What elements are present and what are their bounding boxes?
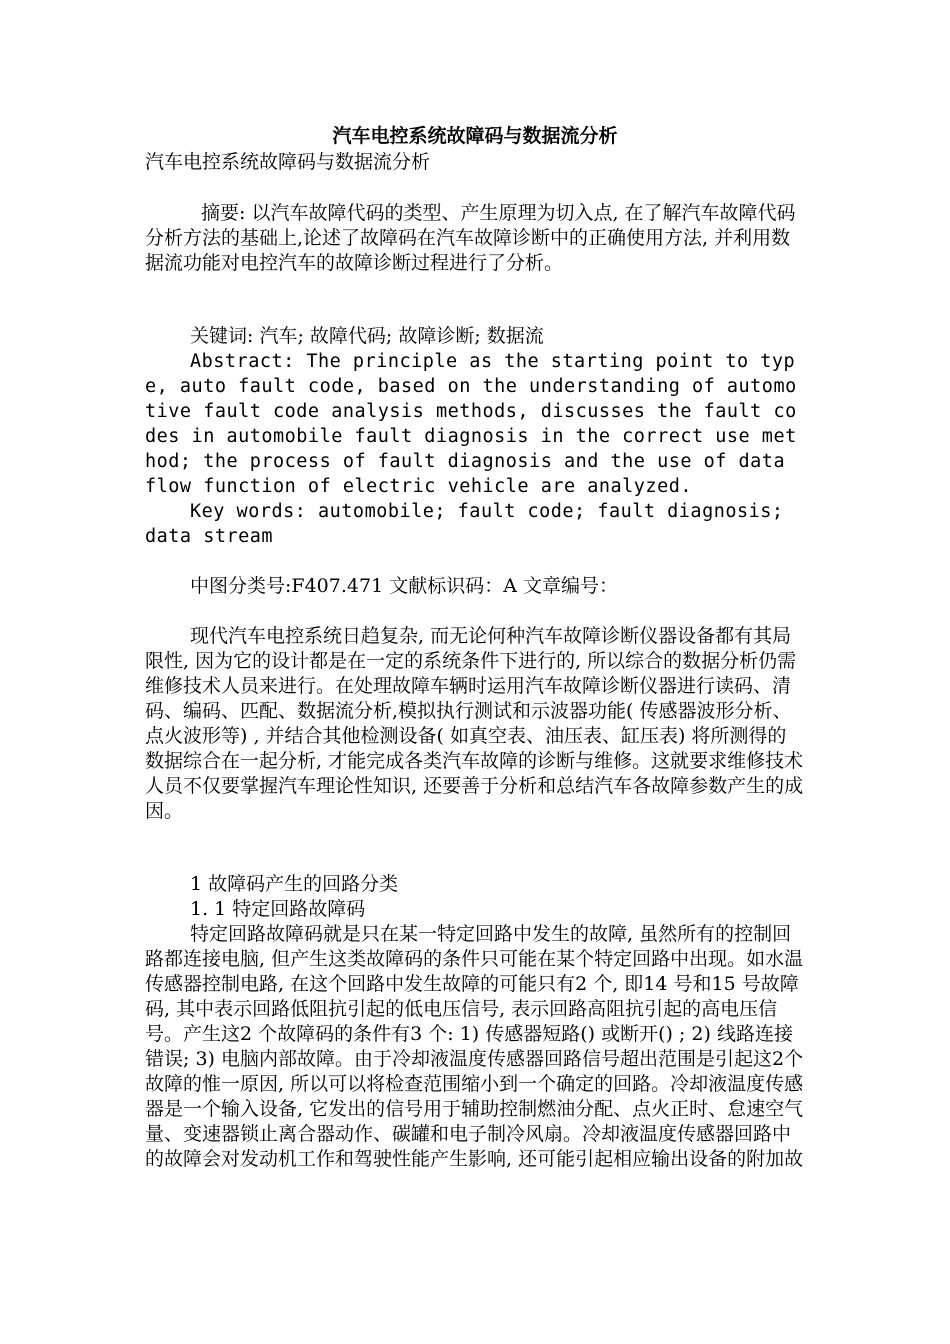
classification-line: 中图分类号:F407.471 文献标识码：A 文章编号： xyxy=(190,575,618,597)
section-1-heading: 1 故障码产生的回路分类 xyxy=(190,873,399,895)
section-1-1-paragraph: 特定回路故障码就是只在某一特定回路中发生的故障, 虽然所有的控制回路都连接电脑, 但产生这类故障码的条件只可能在某个特定回路中出现。如水温传感器控制电路, 在这个回路中发生故障的可能只有2 个, 即14 号和15 号故障码, 其中表示回路低阻抗引起的低电压信号, 表示回路高阻抗引起的高电压信号。产生这2 个故障码的条件有3 个: 1) 传感器短路() 或断开() ; 2) 线路连接错误; 3) 电脑内部故障。由于冷却液温度传感器回路信号超出范围是引起这2个故障的惟一原因, 所以可以将检查范围缩小到一个确定的回路。冷却液温度传感器是一个输入设备, 它发出的信号用于辅助控制燃油分配、点火正时、怠速空气量、变速器锁止离合器动作、碳罐和电子制冷风扇。冷却液温度传感器回路中的故障会对发动机工作和驾驶性能产生影响, 还可能引起相应输出设备的附加故 xyxy=(145,923,804,1170)
document-title: 汽车电控系统故障码与数据流分析 xyxy=(332,125,618,147)
keywords-en: Key words: automobile; fault code; fault diagnosis; data stream xyxy=(145,501,796,547)
intro-paragraph: 现代汽车电控系统日趋复杂, 而无论何种汽车故障诊断仪器设备都有其局限性, 因为它的设计都是在一定的系统条件下进行的, 所以综合的数据分析仍需维修技术人员来进行。在处理故障车辆时运用汽车故障诊断仪器进行读码、清码、编码、匹配、数据流分析,模拟执行测试和示波器功能( 传感器波形分析、点火波形等) , 并结合其他检测设备( 如真空表、油压表、缸压表) 将所测得的数据综合在一起分析, 才能完成各类汽车故障的诊断与维修。这就要求维修技术人员不仅要掌握汽车理论性知识, 还要善于分析和总结汽车各故障参数产生的成因。 xyxy=(145,625,804,822)
section-1-1-heading: 1. 1 特定回路故障码 xyxy=(190,898,366,920)
abstract-en: Abstract: The principle as the starting point to type, auto fault code, based on the understanding of automotive fault code analysis methods, discusses the fault codes in automobile fault diagnosis in the correct use method; the process of fault diagnosis and the use of data flow function of electric vehicle are analyzed. xyxy=(145,351,797,497)
keywords-cn: 关键词: 汽车; 故障代码; 故障诊断; 数据流 xyxy=(190,325,544,347)
document-subtitle: 汽车电控系统故障码与数据流分析 xyxy=(145,151,431,173)
abstract-cn: 摘要: 以汽车故障代码的类型、产生原理为切入点, 在了解汽车故障代码分析方法的基础上,论述了故障码在汽车故障诊断中的正确使用方法, 并利用数据流功能对电控汽车的故障诊断过程进行了分析。 xyxy=(145,202,796,274)
